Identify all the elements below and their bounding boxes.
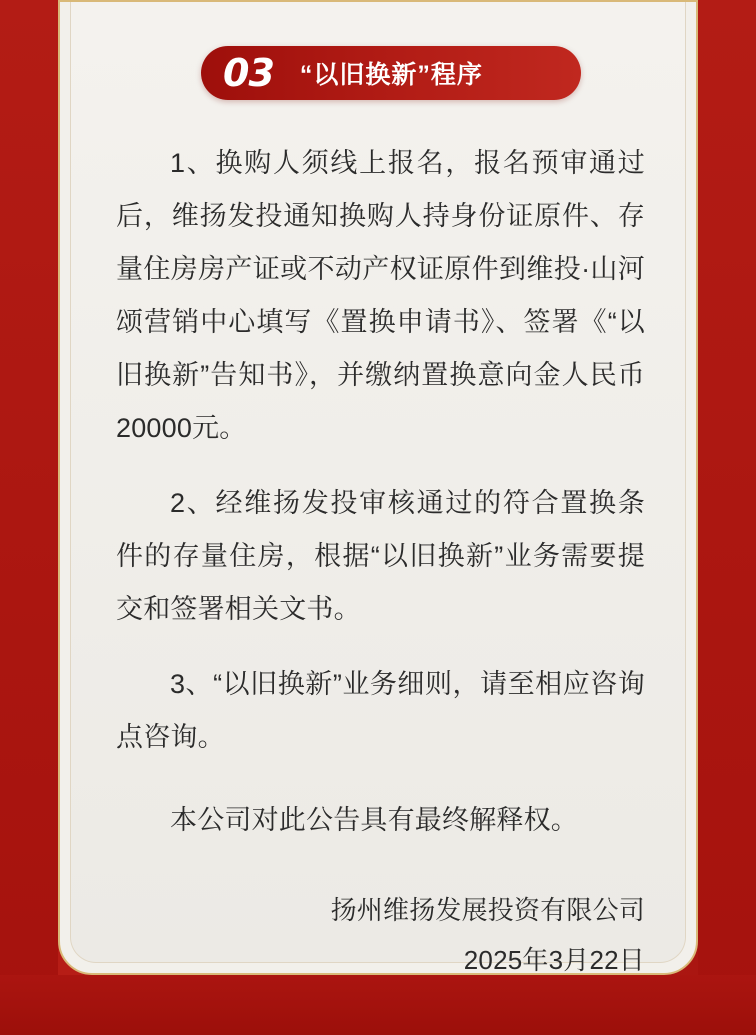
paragraph-2: 2、经维扬发投审核通过的符合置换条件的存量住房，根据“以旧换新”业务需要提交和签署相关文书。: [116, 488, 645, 624]
signature-company: 扬州维扬发展投资有限公司: [330, 895, 645, 925]
section-number: 03: [223, 51, 274, 95]
bottom-red-strip: [0, 975, 756, 1035]
paragraph-1: 1、换购人须线上报名，报名预审通过后，维扬发投通知换购人持身份证原件、存量住房房产证或不动产权证原件到维投·山河颂营销中心填写《置换申请书》、签署《“以旧换新”告知书》，并缴纳置换意向金人民币20000元。: [116, 148, 645, 443]
paragraph-3: 3、“以旧换新”业务细则，请至相应咨询点咨询。: [116, 669, 645, 752]
signature-block: [116, 885, 645, 985]
content-card: [58, 0, 698, 975]
left-red-edge: [0, 0, 58, 1035]
body-text: [116, 137, 645, 985]
section-title: “以旧换新”程序: [299, 61, 483, 89]
content-card-inner: [70, 2, 686, 975]
closing-statement: 本公司对此公告具有最终解释权。: [170, 805, 578, 835]
section-header-pill: [201, 46, 581, 100]
signature-date: 2025年3月22日: [463, 945, 645, 975]
right-red-edge: [698, 0, 756, 1035]
